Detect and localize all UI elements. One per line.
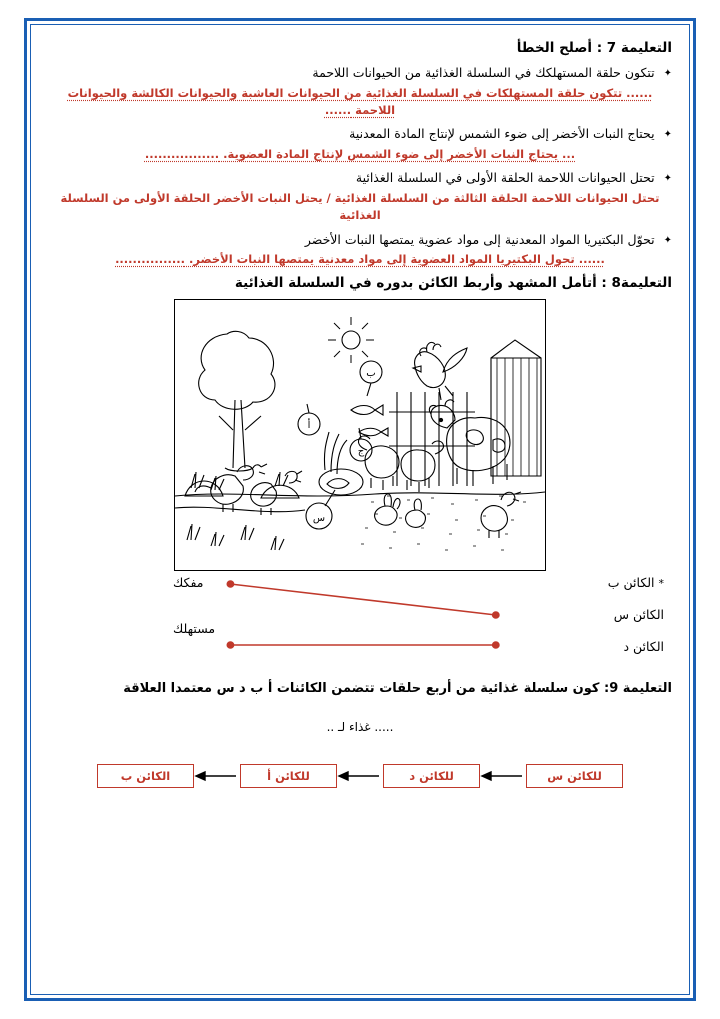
trailing-dots: ................ bbox=[115, 252, 185, 267]
bullet-icon: ✦ bbox=[663, 234, 672, 246]
svg-text:أ: أ bbox=[307, 419, 311, 431]
matching-exercise bbox=[48, 575, 672, 671]
question-item bbox=[48, 169, 672, 188]
worksheet-content bbox=[38, 32, 682, 987]
leading-dots: ... bbox=[562, 147, 576, 161]
trailing-dots: ................. bbox=[144, 147, 220, 161]
chain-box-4[interactable]: للكائن س bbox=[526, 764, 623, 788]
matching-left-item[interactable] bbox=[173, 575, 215, 590]
question-text: تحتل الحيوانات اللاحمة الحلقة الأولى في السلسلة الغذائية bbox=[355, 170, 655, 186]
trailing-dots: ...... bbox=[324, 103, 352, 117]
matching-right-column bbox=[608, 575, 664, 671]
matching-left-item[interactable] bbox=[173, 621, 215, 636]
question-item bbox=[48, 125, 672, 144]
instruction-9-title: التعليمة 9: كون سلسلة غذائية من أربع حلقات تتضمن الكائنات أ ب د س معتمدا العلاقة bbox=[123, 680, 672, 696]
svg-text:ب: ب bbox=[366, 367, 376, 379]
chain-box-2[interactable]: للكائن أ bbox=[240, 764, 337, 788]
chain-arrow-1 bbox=[194, 765, 240, 787]
scene-wrapper bbox=[48, 299, 672, 571]
food-chain-diagram bbox=[48, 764, 672, 788]
question-item bbox=[48, 231, 672, 250]
matching-right-label: الكائن ب bbox=[607, 574, 655, 590]
svg-text:س: س bbox=[312, 512, 326, 524]
question-item bbox=[48, 64, 672, 83]
bullet-icon: ✦ bbox=[663, 173, 672, 185]
instruction-8-title: التعليمة8 : أتأمل المشهد وأربط الكائن بدوره في السلسلة الغذائية bbox=[234, 274, 672, 291]
answer-body: تحول البكتيريا المواد العضوية إلى مواد معدنية يمتصها النبات الأخضر. bbox=[188, 252, 575, 267]
question-text: تتكون حلقة المستهلكك في السلسلة الغذائية من الحيوانات اللاحمة bbox=[312, 65, 655, 80]
bullet-icon: ✦ bbox=[663, 68, 672, 79]
matching-right-label: الكائن د bbox=[623, 638, 664, 654]
answer-text bbox=[48, 85, 672, 120]
answer-body: تتكون حلقة المستهلكات في السلسلة الغذائية من الحيوانات العاشبة والحيوانات الكالشة والحيوانات اللاحمة bbox=[67, 85, 623, 117]
matching-right-item[interactable] bbox=[608, 639, 664, 654]
matching-left-column bbox=[173, 575, 215, 667]
matching-lines bbox=[48, 575, 672, 671]
chain-arrow-3 bbox=[480, 765, 526, 787]
relation-text: ..... غذاء لـ .. bbox=[326, 719, 394, 734]
matching-left-label: مستهلك bbox=[173, 620, 216, 636]
answer-text bbox=[48, 190, 672, 225]
leading-dots: ...... bbox=[578, 252, 605, 267]
question-text: يحتاج النبات الأخضر إلى ضوء الشمس لإنتاج المادة المعدنية bbox=[349, 126, 655, 142]
leading-dots: ...... bbox=[626, 85, 653, 100]
farm-scene-illustration bbox=[174, 299, 546, 571]
svg-text:ج: ج bbox=[357, 445, 365, 457]
answer-body: تحتل الحيوانات اللاحمة الحلقة الثالثة من السلسلة الغذائية / يحتل النبات الأخضر الحلقة الأولى من السلسلة الغذائية bbox=[60, 191, 660, 223]
star-marker: * bbox=[658, 576, 664, 590]
chain-arrow-2 bbox=[337, 765, 383, 787]
matching-right-item[interactable] bbox=[608, 607, 664, 622]
answer-text bbox=[48, 146, 672, 163]
question-text: تحوّل البكتيريا المواد المعدنية إلى مواد عضوية يمتصها النبات الأخضر bbox=[304, 231, 655, 247]
answer-body: يحتاج النبات الأخضر إلى ضوء الشمس لإنتاج المادة العضوية. bbox=[223, 147, 559, 161]
instruction-7-title: التعليمة 7 : أصلح الخطأ bbox=[516, 40, 672, 56]
chain-box-1[interactable]: الكائن ب bbox=[97, 764, 194, 788]
bullet-icon: ✦ bbox=[663, 129, 672, 141]
chain-box-3[interactable]: للكائن د bbox=[383, 764, 480, 788]
matching-right-label: الكائن س bbox=[613, 606, 664, 622]
matching-left-label: مفكك bbox=[173, 574, 204, 590]
answer-text bbox=[48, 251, 672, 268]
matching-right-item[interactable] bbox=[608, 575, 664, 590]
